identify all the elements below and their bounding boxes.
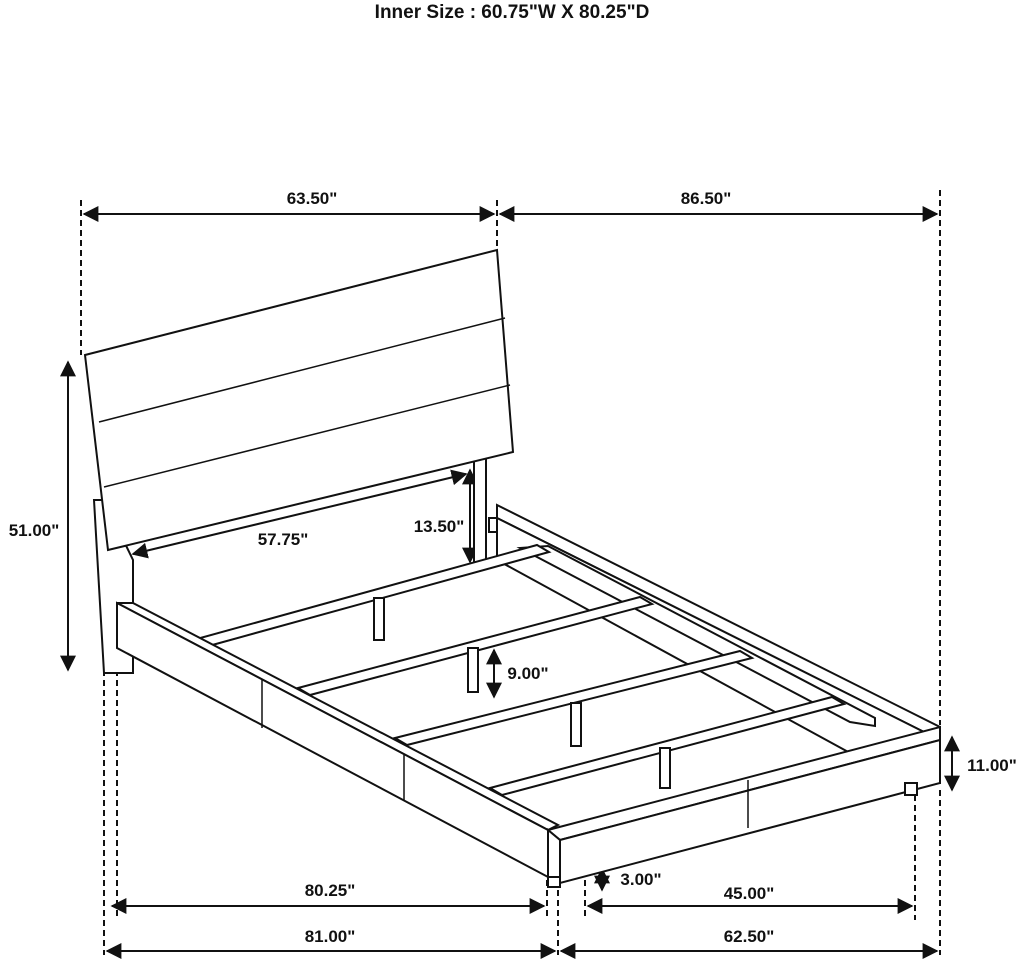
headboard-width-label: 63.50" bbox=[286, 189, 338, 208]
inner-width-footboard-label: 45.00" bbox=[723, 884, 775, 903]
inner-size-title: Inner Size : 60.75"W X 80.25"D bbox=[374, 2, 650, 23]
headboard-inner-width-label: 57.75" bbox=[257, 530, 309, 549]
headboard-clearance-label: 13.50" bbox=[413, 517, 465, 536]
outer-width-footboard-label: 62.50" bbox=[723, 927, 775, 946]
support-leg-height-label: 9.00" bbox=[507, 664, 549, 683]
leg-height-label: 3.00" bbox=[620, 870, 662, 889]
total-length-label: 86.50" bbox=[680, 189, 732, 208]
bed-frame bbox=[85, 250, 940, 887]
rail-height-label: 11.00" bbox=[967, 756, 1017, 775]
inner-length-label: 80.25" bbox=[304, 881, 356, 900]
outer-length-label: 81.00" bbox=[304, 927, 356, 946]
total-height-label: 51.00" bbox=[8, 521, 60, 540]
